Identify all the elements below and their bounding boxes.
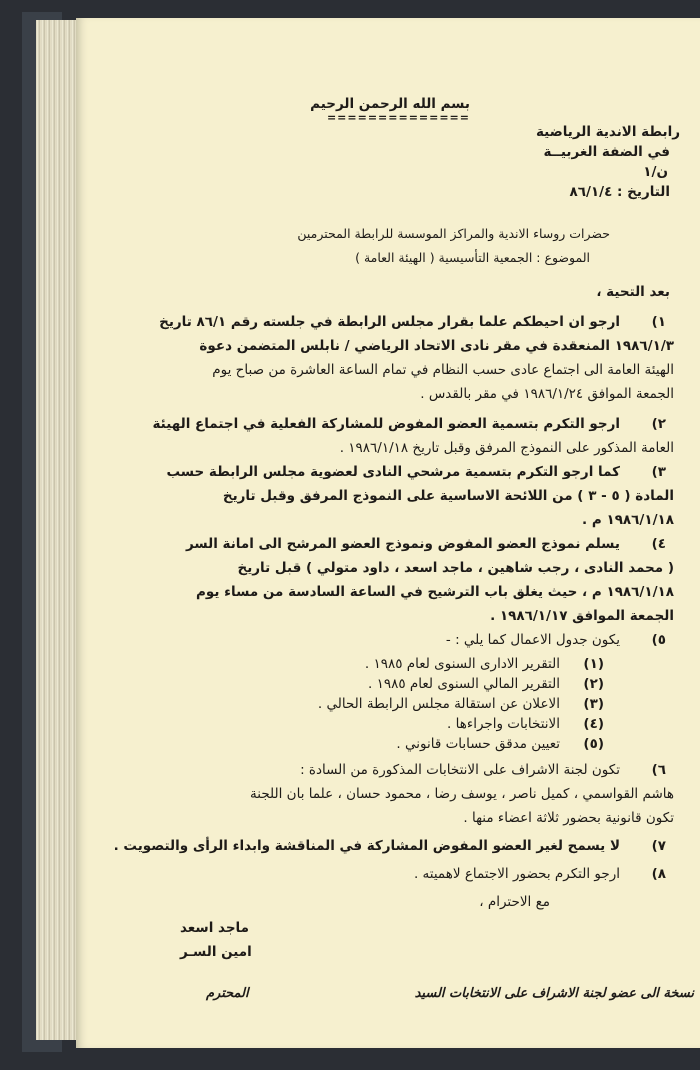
item-line: ١٩٨٦/١/١٨ م .: [582, 512, 674, 528]
signatory-name: ماجد اسعد: [180, 920, 249, 936]
agenda-item: التقرير الادارى السنوى لعام ١٩٨٥ .: [364, 656, 560, 672]
item-line: هاشم القواسمي ، كميل ناصر ، يوسف رضا ، محمود حسان ، علما بان اللجنة: [250, 786, 674, 802]
agenda-item: الاعلان عن استقالة مجلس الرابطة الحالي .: [317, 696, 560, 712]
item-line: العامة المذكور على النموذج المرفق وقبل تاريخ ١٩٨٦/١/١٨ .: [339, 440, 674, 456]
item-line: الجمعة الموافق ١٩٨٦/١/١٧ .: [490, 608, 674, 624]
subject: الموضوع : الجمعية التأسيسية ( الهيئة العامة ): [355, 250, 590, 265]
document-date: التاريخ : ٨٦/١/٤: [569, 184, 670, 200]
item-number: ٢): [651, 416, 666, 432]
item-line: ١٩٨٦/١/٣ المنعقدة في مقر نادى الاتحاد الرياضي / نابلس المتضمن دعوة: [199, 338, 674, 354]
agenda-item: الانتخابات واجراءها .: [447, 716, 560, 732]
item-line: الجمعة الموافق ١٩٨٦/١/٢٤ في مقر بالقدس .: [420, 386, 674, 402]
agenda-number: (٥): [583, 736, 604, 752]
item-number: ٤): [651, 536, 666, 552]
agenda-number: (٤): [583, 716, 604, 732]
document-page: [76, 18, 700, 1048]
item-line: ارجو ان احيطكم علما بقرار مجلس الرابطة في جلسته رقم ٨٦/١ تاريخ: [159, 314, 620, 330]
agenda-number: (٢): [583, 676, 604, 692]
reference-number: ن/١: [643, 164, 668, 180]
agenda-number: (١): [583, 656, 604, 672]
item-line: ارجو التكرم بحضور الاجتماع لاهميته .: [413, 866, 620, 882]
item-line: ١٩٨٦/١/١٨ م ، حيث يغلق باب الترشيح في الساعة السادسة من مساء يوم: [196, 584, 674, 600]
item-number: ١): [651, 314, 666, 330]
item-line: ( محمد النادى ، رجب شاهين ، ماجد اسعد ، داود متولي ) قبل تاريخ: [237, 560, 674, 576]
basmala: بسم الله الرحمن الرحيم: [310, 96, 470, 112]
agenda-item: التقرير المالي السنوى لعام ١٩٨٥ .: [368, 676, 560, 692]
item-number: ٧): [651, 838, 666, 854]
addressee: حضرات روساء الاندية والمراكز الموسسة للرابطة المحترمين: [297, 226, 610, 241]
org-name: رابطة الاندية الرياضية: [536, 124, 680, 140]
page-stack: [36, 20, 76, 1040]
item-line: تكون قانونية بحضور ثلاثة اعضاء منها .: [463, 810, 674, 826]
org-region: في الضفة الغربيــة: [543, 144, 670, 160]
item-number: ٥): [651, 632, 666, 648]
item-line: يسلم نموذج العضو المفوض ونموذج العضو المرشح الى امانة السر: [186, 536, 620, 552]
copy-to-line: نسخة الى عضو لجنة الاشراف على الانتخابات السيد: [414, 986, 694, 1001]
closing: مع الاحترام ،: [479, 894, 550, 910]
signatory-title: امين السـر: [180, 944, 252, 960]
item-line: كما ارجو التكرم بتسمية مرشحي النادى لعضوية مجلس الرابطة حسب: [166, 464, 620, 480]
respected-label: المحترم: [206, 986, 249, 1001]
item-number: ٨): [651, 866, 666, 882]
agenda-item: تعيين مدقق حسابات قانوني .: [396, 736, 560, 752]
item-line: تكون لجنة الاشراف على الانتخابات المذكورة من السادة :: [300, 762, 620, 778]
agenda-number: (٣): [583, 696, 604, 712]
greeting: بعد التحية ،: [596, 284, 670, 300]
item-line: الهيئة العامة الى اجتماع عادى حسب النظام في تمام الساعة العاشرة من صباح يوم: [212, 362, 674, 378]
basmala-underline: ==============: [326, 111, 470, 124]
item-line: لا يسمح لغير العضو المفوض المشاركة في المناقشة وابداء الرأى والتصويت .: [113, 838, 620, 854]
item-number: ٦): [651, 762, 666, 778]
item-line: يكون جدول الاعمال كما يلي : -: [445, 632, 620, 648]
item-number: ٣): [651, 464, 666, 480]
item-line: المادة ( ٥ - ٣ ) من اللائحة الاساسية على النموذج المرفق وقبل تاريخ: [222, 488, 674, 504]
item-line: ارجو التكرم بتسمية العضو المفوض للمشاركة الفعلية في اجتماع الهيئة: [152, 416, 620, 432]
